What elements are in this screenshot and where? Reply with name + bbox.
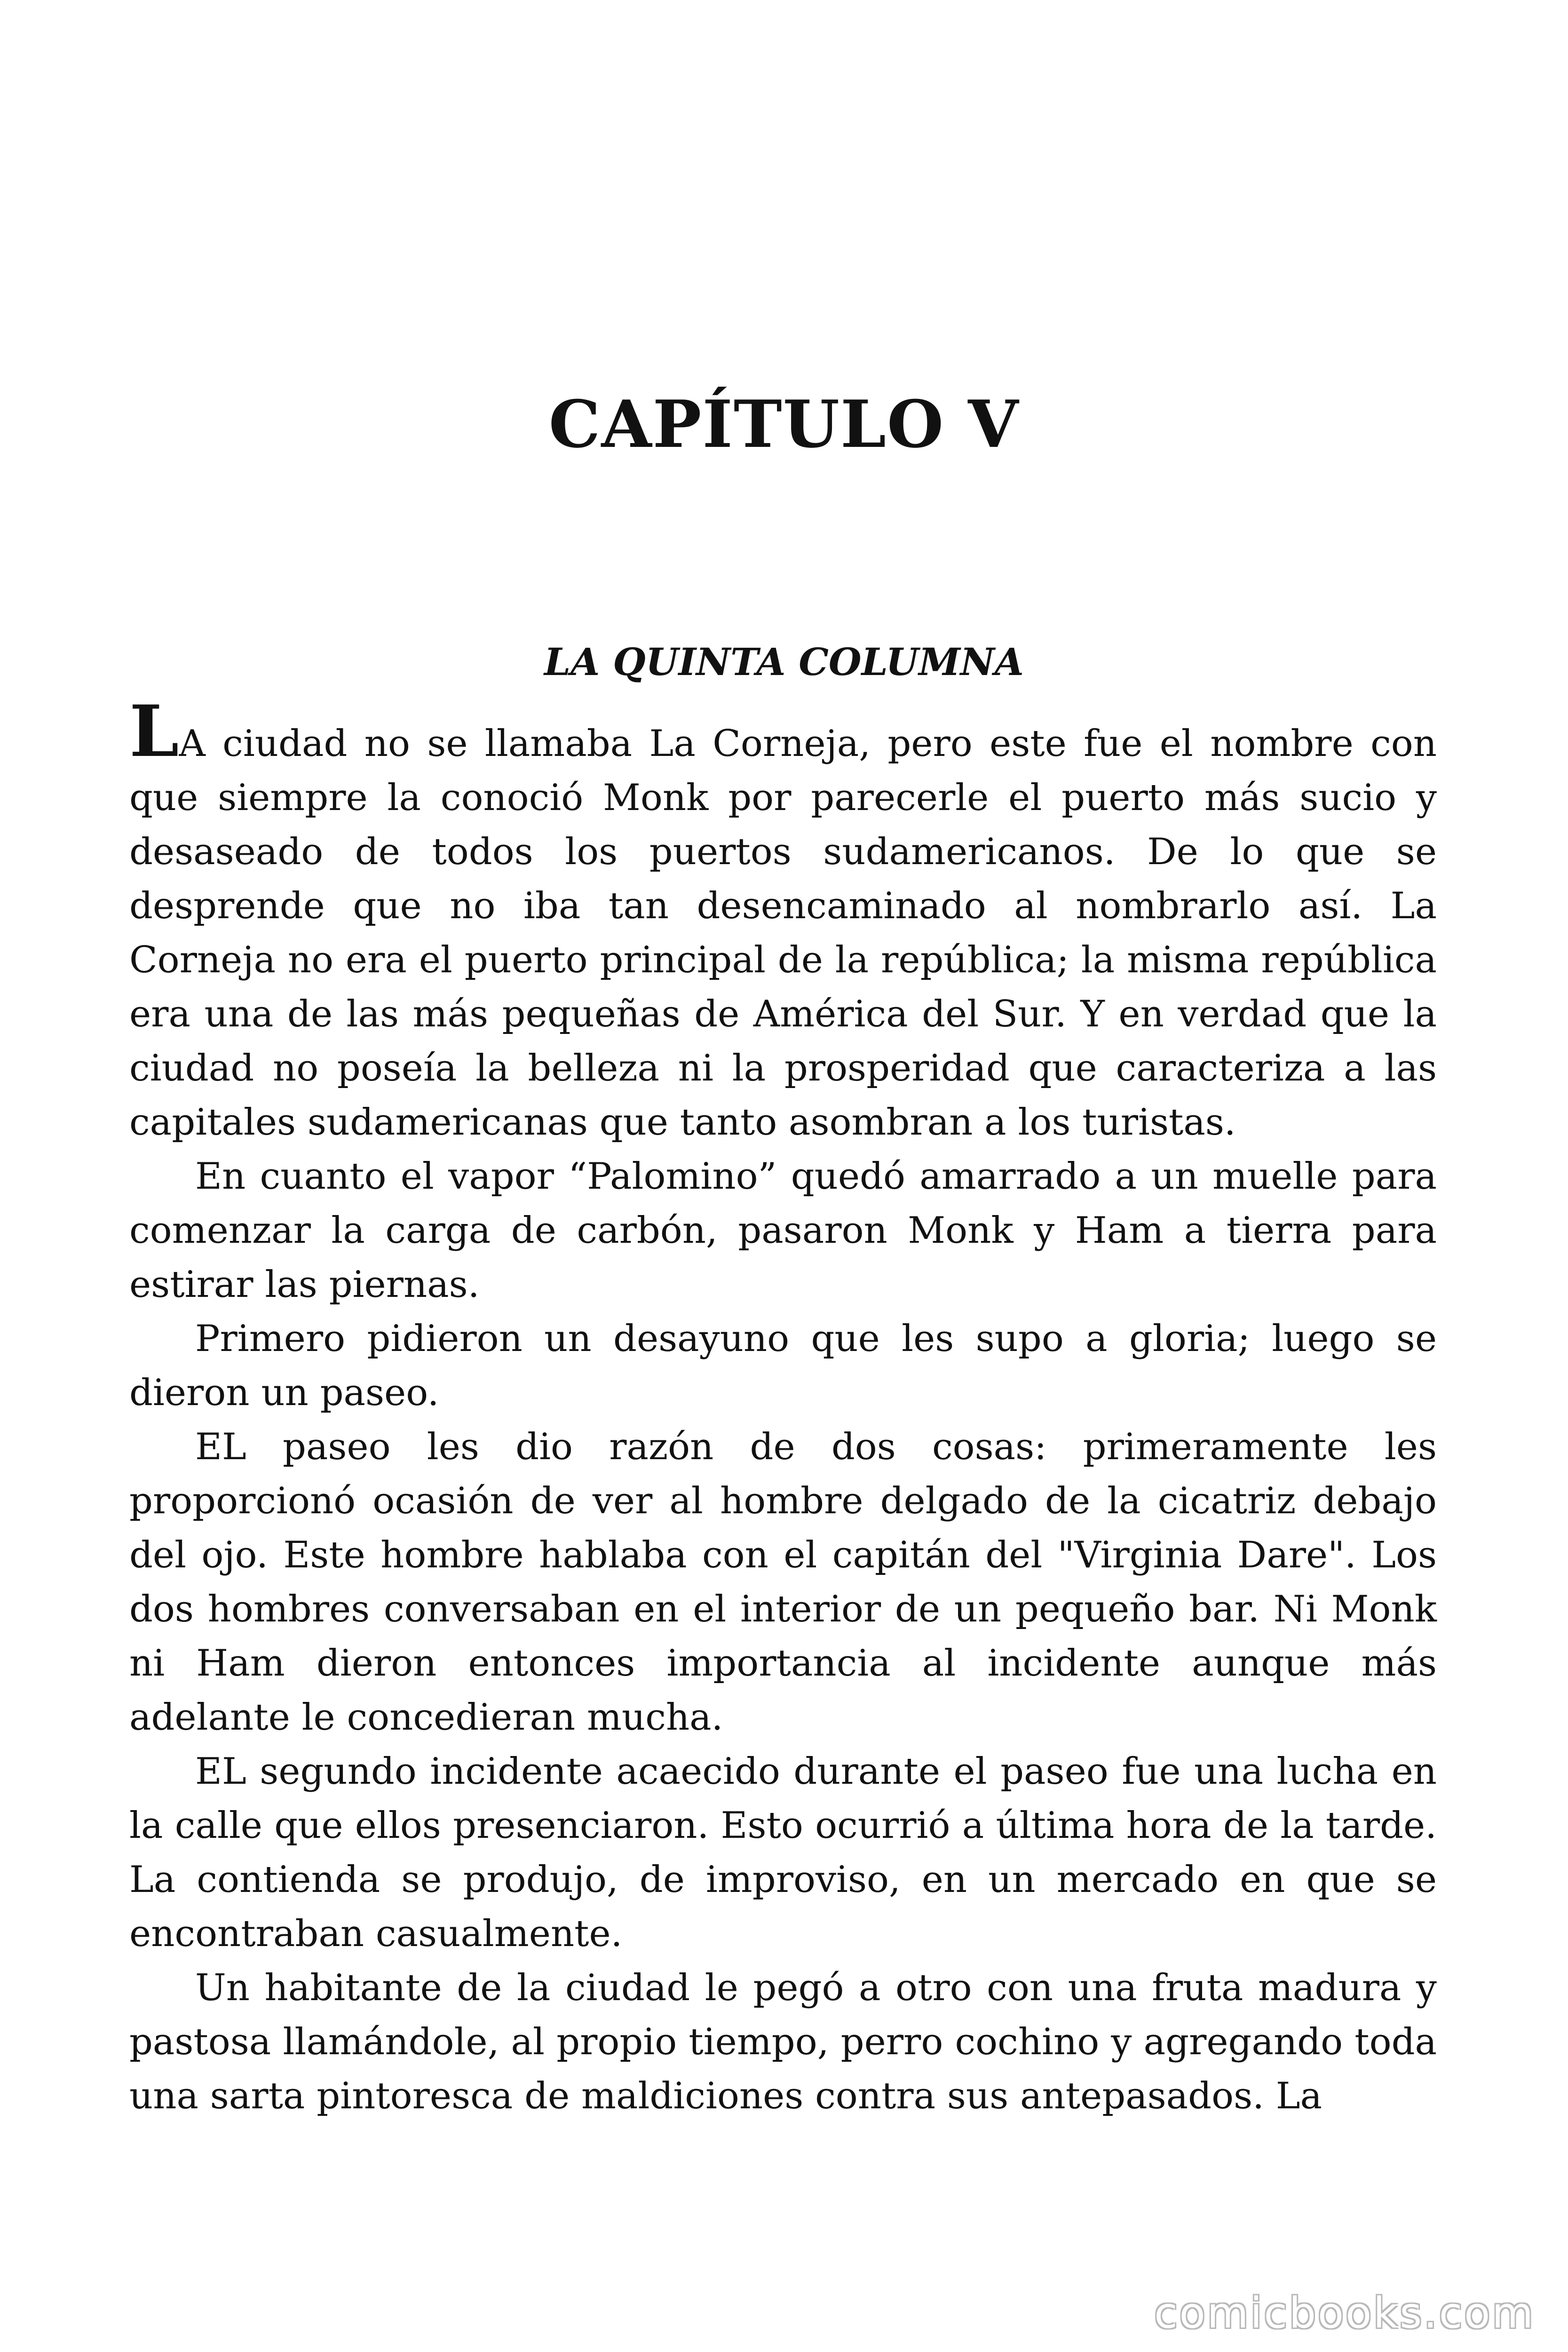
chapter-title: CAPÍTULO V — [548, 386, 1020, 462]
paragraph — [129, 690, 1437, 1150]
paragraph-text: A ciudad no se llamaba La Corneja, pero este fue el nombre con que siempre la conoció Monk por parecerle el puerto más sucio y desaseado de todos los puertos sudamericanos. De lo que se desprende que no iba tan desencaminado al nombrarlo así. La Corneja no era el puerto principal de la república; la misma república era una de las más pequeñas de América del Sur. Y en verdad que la ciudad no poseía la belleza ni la prosperidad que caracteriza a las capitales sudamericanas que tanto asombran a los turistas. — [129, 723, 1437, 1144]
paragraph: Primero pidieron un desayuno que les supo a gloria; luego se dieron un paseo. — [129, 1318, 1437, 1414]
watermark: comicbooks.com — [1154, 2288, 1535, 2338]
chapter-subtitle: LA QUINTA COLUMNA — [544, 640, 1024, 684]
paragraph: Un habitante de la ciudad le pegó a otro con una fruta madura y pastosa llamándole, al propio tiempo, perro cochino y agregando toda una sarta pintoresca de maldiciones contra sus antepasados. La — [129, 1967, 1437, 2117]
drop-cap: L — [129, 690, 179, 773]
chapter-body — [129, 690, 1437, 2123]
paragraph: En cuanto el vapor “Palomino” quedó amarrado a un muelle para comenzar la carga de carbón, pasaron Monk y Ham a tierra para estirar las piernas. — [129, 1155, 1437, 1306]
paragraph: EL paseo les dio razón de dos cosas: primeramente les proporcionó ocasión de ver al hombre delgado de la cicatriz debajo del ojo. Este hombre hablaba con el capitán del "Virginia Dare". Los dos hombres conversaban en el interior de un pequeño bar. Ni Monk ni Ham dieron entonces importancia al incidente aunque más adelante le concedieran mucha. — [129, 1426, 1437, 1739]
paragraph: EL segundo incidente acaecido durante el paseo fue una lucha en la calle que ellos presenciaron. Esto ocurrió a última hora de la tarde. La contienda se produjo, de improviso, en un mercado en que se encontraban casualmente. — [129, 1750, 1437, 1955]
